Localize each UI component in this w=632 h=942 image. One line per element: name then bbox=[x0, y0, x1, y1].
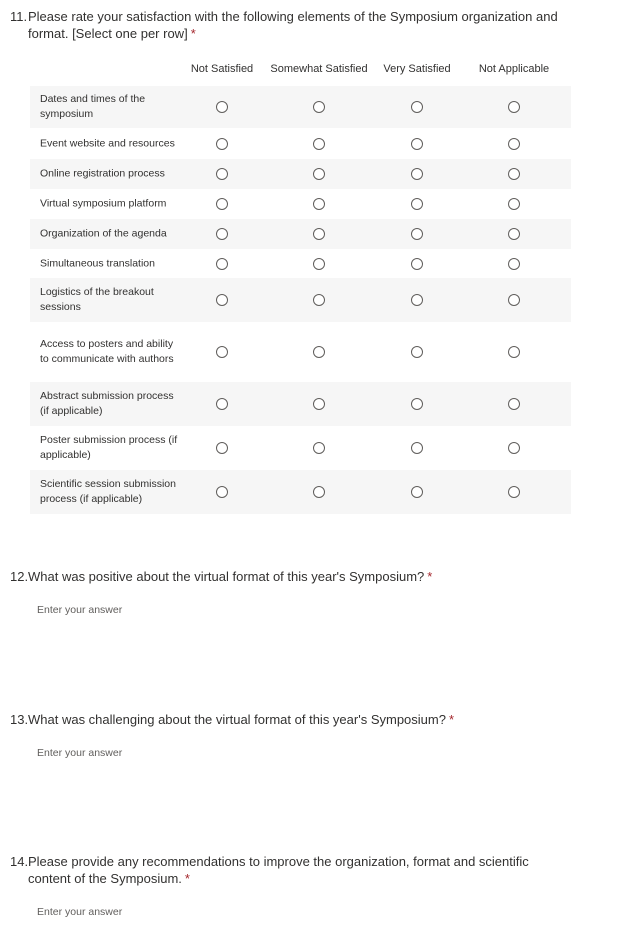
radio-not-applicable[interactable] bbox=[508, 294, 520, 306]
radio-somewhat-satisfied[interactable] bbox=[313, 168, 325, 180]
question-11-title bbox=[10, 8, 570, 42]
radio-not-satisfied[interactable] bbox=[216, 442, 228, 454]
radio-not-satisfied[interactable] bbox=[216, 198, 228, 210]
question-14-title bbox=[10, 853, 570, 887]
matrix-row bbox=[30, 159, 571, 189]
matrix-row bbox=[30, 86, 571, 128]
column-header-not-applicable: Not Applicable bbox=[478, 63, 550, 75]
radio-very-satisfied[interactable] bbox=[411, 346, 423, 358]
radio-somewhat-satisfied[interactable] bbox=[313, 228, 325, 240]
question-text: Please provide any recommendations to improve the organization, format and scientific content of the Symposium. bbox=[28, 854, 529, 886]
matrix-row bbox=[30, 129, 571, 159]
required-asterisk: * bbox=[190, 26, 196, 41]
required-asterisk: * bbox=[448, 712, 455, 727]
matrix-row bbox=[30, 249, 571, 279]
radio-very-satisfied[interactable] bbox=[411, 138, 423, 150]
matrix-row-label: Virtual symposium platform bbox=[40, 197, 167, 210]
radio-very-satisfied[interactable] bbox=[411, 398, 423, 410]
radio-very-satisfied[interactable] bbox=[411, 228, 423, 240]
question-text: Please rate your satisfaction with the following elements of the Symposium organization and format. [Select one per row] bbox=[28, 9, 558, 41]
answer-input-q13[interactable] bbox=[30, 741, 430, 781]
radio-not-satisfied[interactable] bbox=[216, 138, 228, 150]
radio-very-satisfied[interactable] bbox=[411, 442, 423, 454]
column-header-not-satisfied: Not Satisfied bbox=[190, 63, 254, 75]
matrix-row-label: Dates and times of the symposium bbox=[40, 93, 146, 120]
matrix-row-label: Scientific session submission process (if applicable) bbox=[40, 478, 176, 505]
matrix-row bbox=[30, 278, 571, 322]
radio-somewhat-satisfied[interactable] bbox=[313, 398, 325, 410]
radio-not-applicable[interactable] bbox=[508, 101, 520, 113]
radio-very-satisfied[interactable] bbox=[411, 486, 423, 498]
question-number: 12. bbox=[10, 569, 29, 584]
matrix-row-label: Online registration process bbox=[40, 167, 165, 180]
matrix-row-label: Organization of the agenda bbox=[40, 227, 167, 240]
radio-very-satisfied[interactable] bbox=[411, 258, 423, 270]
question-13-title bbox=[10, 711, 570, 728]
radio-not-applicable[interactable] bbox=[508, 486, 520, 498]
matrix-row bbox=[30, 322, 571, 382]
radio-somewhat-satisfied[interactable] bbox=[313, 346, 325, 358]
radio-not-applicable[interactable] bbox=[508, 228, 520, 240]
radio-not-satisfied[interactable] bbox=[216, 486, 228, 498]
radio-not-satisfied[interactable] bbox=[216, 228, 228, 240]
matrix-row bbox=[30, 426, 571, 470]
answer-input-q14[interactable] bbox=[30, 900, 430, 940]
radio-not-satisfied[interactable] bbox=[216, 398, 228, 410]
question-text: What was positive about the virtual format of this year's Symposium? bbox=[28, 569, 425, 584]
radio-somewhat-satisfied[interactable] bbox=[313, 258, 325, 270]
radio-very-satisfied[interactable] bbox=[411, 101, 423, 113]
radio-somewhat-satisfied[interactable] bbox=[313, 442, 325, 454]
radio-not-applicable[interactable] bbox=[508, 398, 520, 410]
radio-very-satisfied[interactable] bbox=[411, 294, 423, 306]
answer-input-q12[interactable] bbox=[30, 598, 430, 638]
answer-placeholder: Enter your answer bbox=[37, 604, 123, 616]
question-12-title bbox=[10, 568, 570, 585]
matrix-row-label: Poster submission process (if applicable) bbox=[40, 434, 178, 461]
matrix-row bbox=[30, 219, 571, 249]
matrix-row bbox=[30, 189, 571, 219]
radio-somewhat-satisfied[interactable] bbox=[313, 198, 325, 210]
required-asterisk: * bbox=[184, 871, 190, 886]
matrix-row bbox=[30, 382, 571, 426]
matrix-row-label: Simultaneous translation bbox=[40, 257, 155, 270]
radio-not-satisfied[interactable] bbox=[216, 168, 228, 180]
column-header-somewhat-satisfied: Somewhat Satisfied bbox=[270, 63, 368, 75]
question-number: 13. bbox=[10, 712, 29, 727]
matrix-row-label: Event website and resources bbox=[40, 137, 175, 150]
radio-somewhat-satisfied[interactable] bbox=[313, 486, 325, 498]
matrix-row bbox=[30, 470, 571, 514]
required-asterisk: * bbox=[427, 569, 433, 584]
radio-not-applicable[interactable] bbox=[508, 168, 520, 180]
radio-not-satisfied[interactable] bbox=[216, 101, 228, 113]
answer-placeholder: Enter your answer bbox=[37, 747, 123, 759]
matrix-row-label: Logistics of the breakout sessions bbox=[40, 286, 154, 313]
radio-very-satisfied[interactable] bbox=[411, 168, 423, 180]
question-number: 11. bbox=[10, 9, 28, 24]
radio-not-applicable[interactable] bbox=[508, 138, 520, 150]
radio-not-applicable[interactable] bbox=[508, 442, 520, 454]
radio-not-applicable[interactable] bbox=[508, 198, 520, 210]
radio-not-satisfied[interactable] bbox=[216, 294, 228, 306]
question-text: What was challenging about the virtual format of this year's Symposium? bbox=[28, 712, 446, 727]
column-header-very-satisfied: Very Satisfied bbox=[383, 63, 451, 75]
matrix-row-label: Access to posters and ability to communicate with authors bbox=[40, 338, 174, 365]
matrix-row-label: Abstract submission process (if applicable) bbox=[40, 390, 174, 417]
answer-placeholder: Enter your answer bbox=[37, 906, 123, 918]
radio-not-satisfied[interactable] bbox=[216, 258, 228, 270]
radio-not-applicable[interactable] bbox=[508, 346, 520, 358]
question-number: 14. bbox=[10, 854, 29, 869]
radio-not-applicable[interactable] bbox=[508, 258, 520, 270]
radio-not-satisfied[interactable] bbox=[216, 346, 228, 358]
radio-somewhat-satisfied[interactable] bbox=[313, 101, 325, 113]
radio-somewhat-satisfied[interactable] bbox=[313, 138, 325, 150]
radio-somewhat-satisfied[interactable] bbox=[313, 294, 325, 306]
radio-very-satisfied[interactable] bbox=[411, 198, 423, 210]
